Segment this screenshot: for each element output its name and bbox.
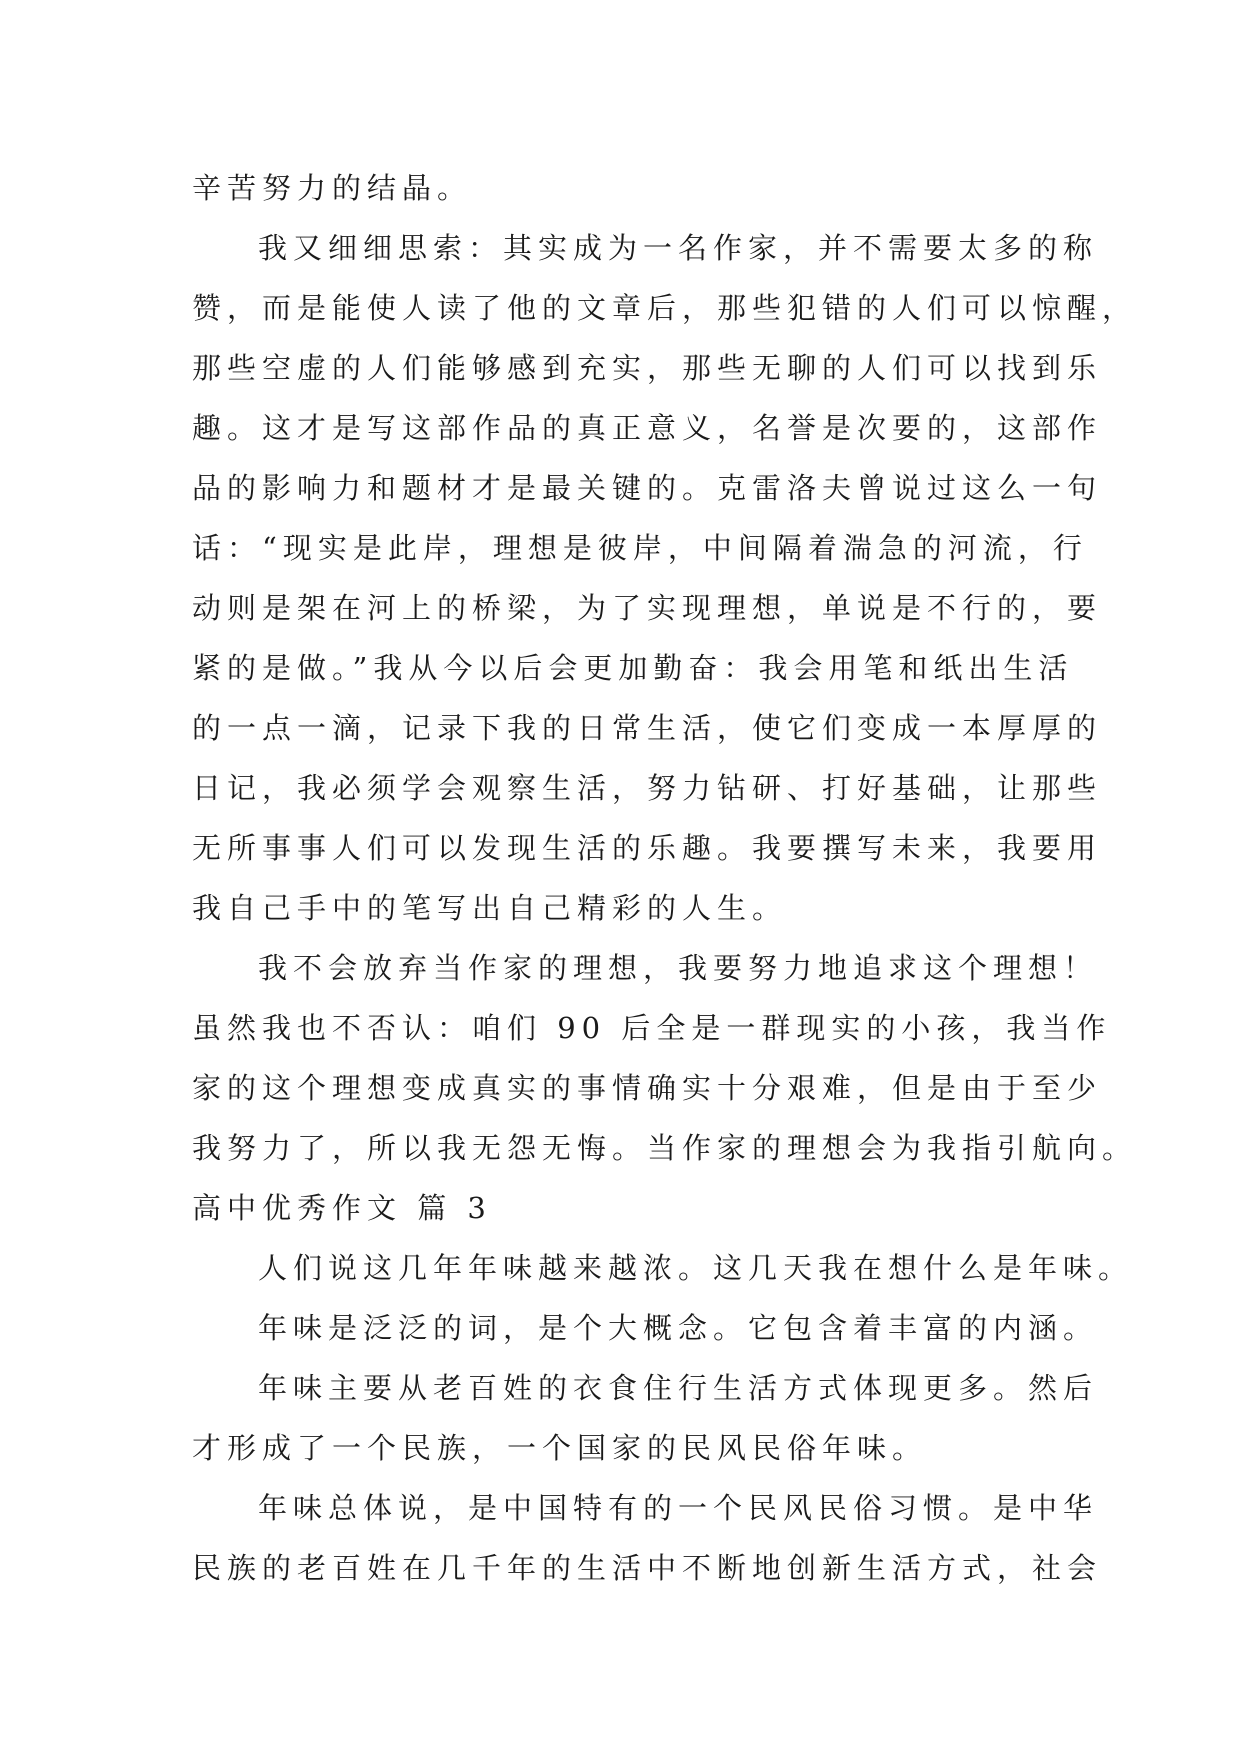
text-line: 虽然我也不否认：咱们 90 后全是一群现实的小孩，我当作 xyxy=(192,1011,1112,1045)
text-line: 年味是泛泛的词，是个大概念。它包含着丰富的内涵。 xyxy=(258,1311,1099,1345)
paragraph xyxy=(192,1358,1099,1478)
text-line: 紧的是做。”我从今以后会更加勤奋：我会用笔和纸出生活 xyxy=(192,651,1074,685)
text-line: 我不会放弃当作家的理想，我要努力地追求这个理想！ xyxy=(258,951,1099,985)
paragraph xyxy=(192,938,1138,1178)
paragraph xyxy=(192,1478,1103,1598)
text-line: 我努力了，所以我无怨无悔。当作家的理想会为我指引航向。 xyxy=(192,1131,1138,1165)
text-line: 民族的老百姓在几千年的生活中不断地创新生活方式，社会 xyxy=(192,1551,1103,1585)
text-line: 家的这个理想变成真实的事情确实十分艰难，但是由于至少 xyxy=(192,1071,1103,1105)
text-line: 话：“现实是此岸，理想是彼岸，中间隔着湍急的河流，行 xyxy=(192,531,1088,565)
text-line: 趣。这才是写这部作品的真正意义，名誉是次要的，这部作 xyxy=(192,411,1103,445)
text-line: 我又细细思索：其实成为一名作家，并不需要太多的称 xyxy=(258,231,1099,265)
paragraph xyxy=(192,218,1138,938)
paragraph xyxy=(192,158,1052,218)
heading-line: 高中优秀作文 篇 3 xyxy=(192,1191,492,1225)
paragraph xyxy=(192,1298,1099,1358)
text-line: 日记，我必须学会观察生活，努力钻研、打好基础，让那些 xyxy=(192,771,1103,805)
text-line: 无所事事人们可以发现生活的乐趣。我要撰写未来，我要用 xyxy=(192,831,1103,865)
text-line: 才形成了一个民族，一个国家的民风民俗年味。 xyxy=(192,1431,928,1465)
document-page xyxy=(192,158,1138,1598)
text-line: 年味总体说，是中国特有的一个民风民俗习惯。是中华 xyxy=(258,1491,1099,1525)
section-heading xyxy=(192,1178,1052,1238)
text-line: 品的影响力和题材才是最关键的。克雷洛夫曾说过这么一句 xyxy=(192,471,1103,505)
text-line: 赞，而是能使人读了他的文章后，那些犯错的人们可以惊醒， xyxy=(192,291,1138,325)
paragraph xyxy=(192,1238,1134,1298)
text-line: 动则是架在河上的桥梁，为了实现理想，单说是不行的，要 xyxy=(192,591,1103,625)
text-line: 我自己手中的笔写出自己精彩的人生。 xyxy=(192,891,788,925)
text-line: 人们说这几年年味越来越浓。这几天我在想什么是年味。 xyxy=(258,1251,1134,1285)
text-line: 辛苦努力的结晶。 xyxy=(192,171,473,205)
text-line: 的一点一滴，记录下我的日常生活，使它们变成一本厚厚的 xyxy=(192,711,1103,745)
text-line: 那些空虚的人们能够感到充实，那些无聊的人们可以找到乐 xyxy=(192,351,1103,385)
text-line: 年味主要从老百姓的衣食住行生活方式体现更多。然后 xyxy=(258,1371,1099,1405)
